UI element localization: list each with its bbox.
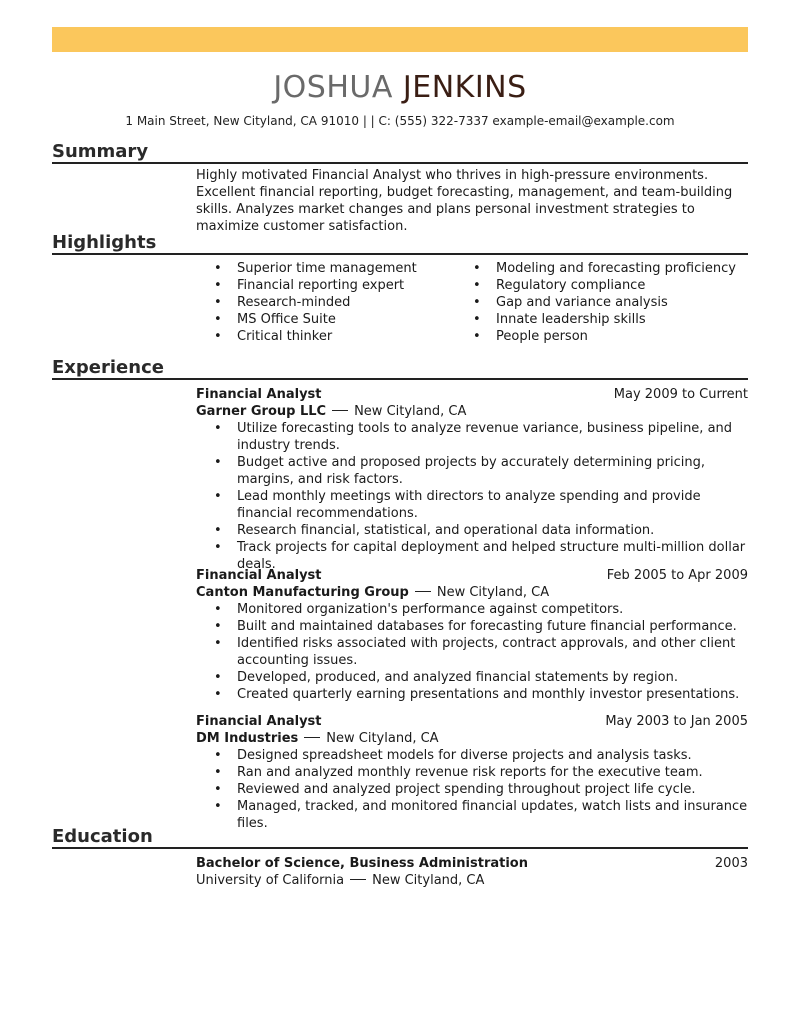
job-entry: [196, 713, 748, 832]
job-location: New Cityland, CA: [354, 404, 467, 419]
job-bullet: • Managed, tracked, and monitored financial updates, watch lists and insurance files.: [196, 798, 748, 832]
highlights-left-list: [196, 260, 456, 345]
highlight-item: • Regulatory compliance: [455, 277, 748, 294]
graduation-year: 2003: [714, 856, 748, 871]
section-title-experience: Experience: [52, 357, 164, 378]
job-bullet: • Track projects for capital deployment and helped structure multi-million dollar deals.: [196, 539, 748, 573]
section-title-summary: Summary: [52, 141, 149, 162]
section-title-education: Education: [52, 826, 153, 847]
school-name: University of California: [196, 873, 345, 888]
job-bullet: • Monitored organization's performance against competitors.: [196, 601, 748, 618]
dash-separator: [332, 410, 348, 411]
section-divider: [52, 378, 748, 380]
highlight-item: • Financial reporting expert: [196, 277, 456, 294]
job-dates: Feb 2005 to Apr 2009: [606, 568, 748, 583]
first-name: JOSHUA: [273, 70, 393, 105]
job-bullet: • Utilize forecasting tools to analyze revenue variance, business pipeline, and industry trends.: [196, 420, 748, 454]
job-location: New Cityland, CA: [436, 585, 550, 600]
job-title: Financial Analyst: [196, 568, 322, 583]
job-location: New Cityland, CA: [326, 731, 439, 746]
job-bullet: • Ran and analyzed monthly revenue risk reports for the executive team.: [196, 764, 748, 781]
dash-separator: [350, 879, 366, 880]
school-location: New Cityland, CA: [372, 873, 485, 888]
highlight-item: • MS Office Suite: [196, 311, 456, 328]
job-bullet: • Identified risks associated with projects, contract approvals, and other client accounting issues.: [196, 635, 748, 669]
job-dates: May 2009 to Current: [613, 387, 748, 402]
highlights-right-list: [455, 260, 748, 345]
job-bullet: • Built and maintained databases for forecasting future financial performance.: [196, 618, 748, 635]
job-bullets: [196, 420, 748, 573]
job-bullets: [196, 601, 748, 703]
job-bullet: • Lead monthly meetings with directors to analyze spending and provide financial recommendations.: [196, 488, 748, 522]
section-divider: [52, 847, 748, 849]
highlight-item: • Superior time management: [196, 260, 456, 277]
degree: Bachelor of Science, Business Administration: [196, 856, 528, 871]
contact-line: 1 Main Street, New Cityland, CA 91010 | | C: (555) 322-7337 example-email@example.com: [125, 114, 675, 128]
job-bullet: • Research financial, statistical, and operational data information.: [196, 522, 748, 539]
job-title: Financial Analyst: [196, 387, 322, 402]
job-entry: [196, 386, 748, 573]
company-name: DM Industries: [196, 731, 299, 746]
job-dates: May 2003 to Jan 2005: [605, 714, 748, 729]
job-bullet: • Reviewed and analyzed project spending throughout project life cycle.: [196, 781, 748, 798]
job-bullet: • Developed, produced, and analyzed financial statements by region.: [196, 669, 748, 686]
last-name: JENKINS: [402, 70, 527, 105]
highlight-item: • Innate leadership skills: [455, 311, 748, 328]
job-bullets: [196, 747, 748, 832]
job-bullet: • Budget active and proposed projects by accurately determining pricing, margins, and risk factors.: [196, 454, 748, 488]
highlight-item: • Gap and variance analysis: [455, 294, 748, 311]
job-entry: [196, 567, 748, 703]
summary-text: Highly motivated Financial Analyst who thrives in high-pressure environments. Excellent financial reporting, budget forecasting, management, and team-building skills. Analyzes market changes and plans personal investment strategies to maximize customer satisfaction.: [196, 168, 733, 234]
job-bullet: • Designed spreadsheet models for diverse projects and analysis tasks.: [196, 747, 748, 764]
section-divider: [52, 253, 748, 255]
highlight-item: • Modeling and forecasting proficiency: [455, 260, 748, 277]
highlight-item: • Critical thinker: [196, 328, 456, 345]
highlight-item: • Research-minded: [196, 294, 456, 311]
company-name: Garner Group LLC: [196, 404, 327, 419]
candidate-name: [0, 70, 800, 105]
company-name: Canton Manufacturing Group: [196, 585, 409, 600]
job-bullet: • Created quarterly earning presentations and monthly investor presentations.: [196, 686, 748, 703]
dash-separator: [304, 737, 320, 738]
dash-separator: [415, 591, 431, 592]
education-entry: [196, 855, 748, 889]
section-divider: [52, 162, 748, 164]
highlight-item: • People person: [455, 328, 748, 345]
accent-bar: [52, 27, 748, 52]
job-title: Financial Analyst: [196, 714, 322, 729]
section-title-highlights: Highlights: [52, 232, 157, 253]
